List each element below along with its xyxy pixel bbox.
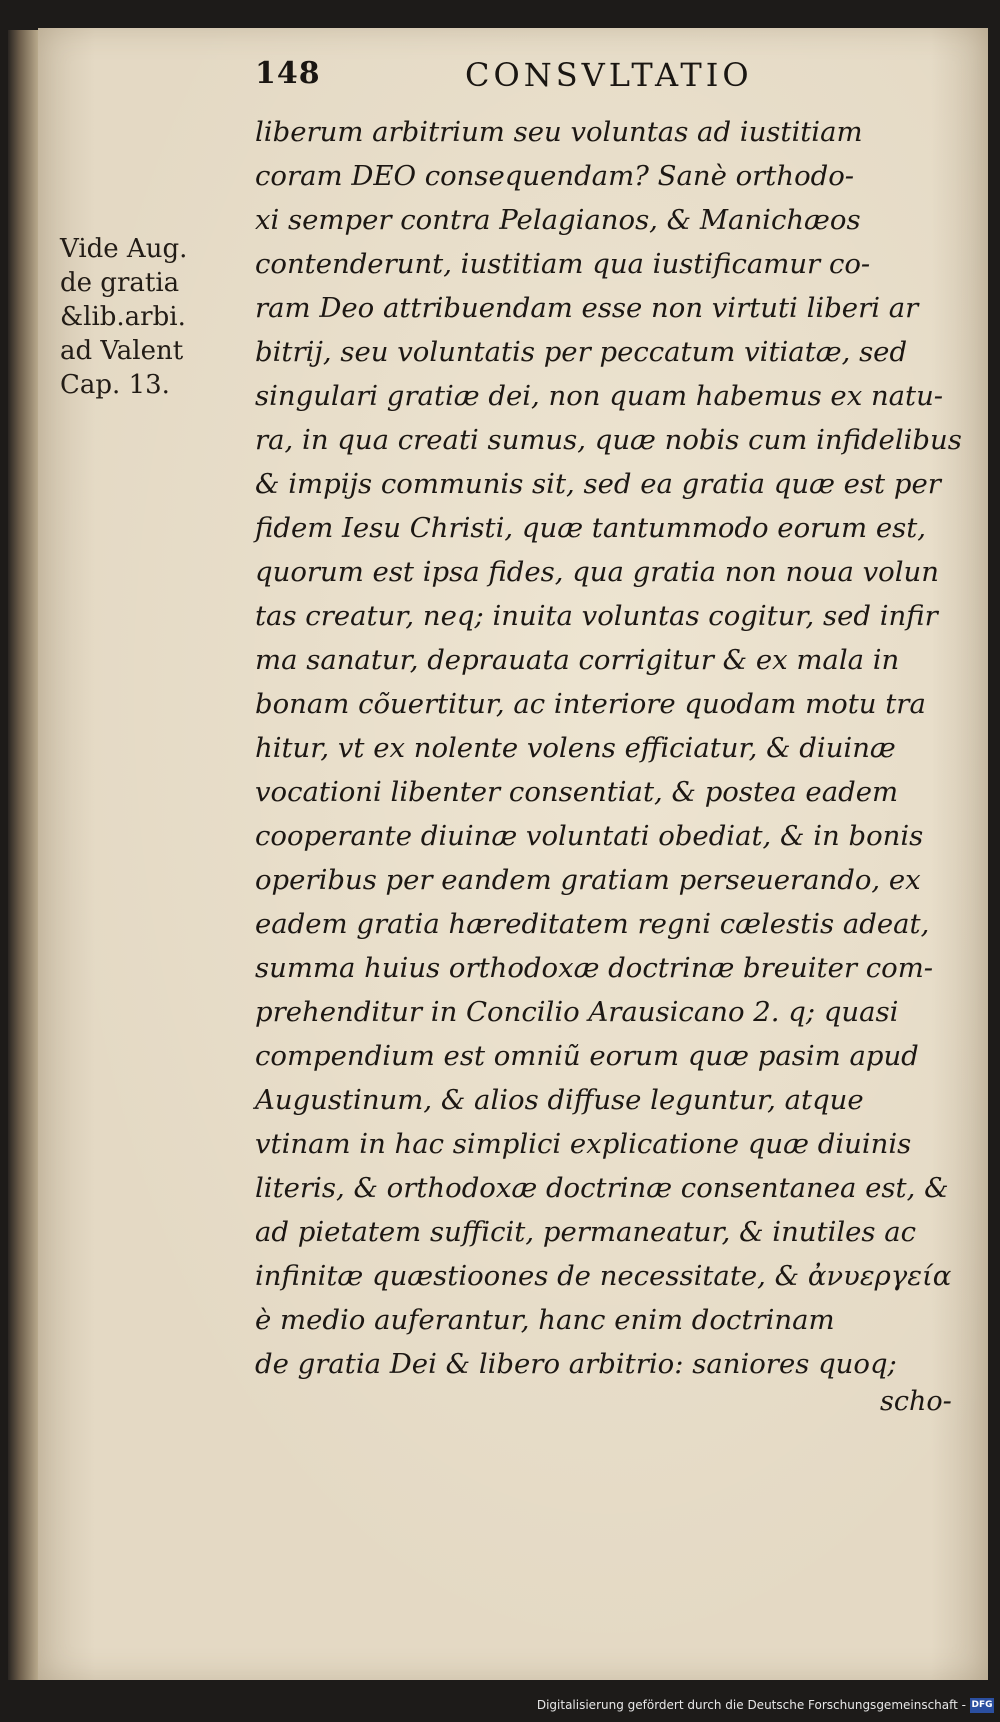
text-line: è medio auferantur, hanc enim doctrinam xyxy=(255,1304,835,1336)
book-edge xyxy=(8,30,38,1680)
footer-bar xyxy=(0,1682,1000,1722)
text-line: bonam cõuertitur, ac interiore quodam motu tra xyxy=(255,688,926,720)
text-line: eadem gratia hæreditatem regni cælestis adeat, xyxy=(255,908,930,940)
text-line: prehenditur in Concilio Arausicano 2. q; quasi xyxy=(255,996,899,1028)
catchword: scho- xyxy=(880,1386,952,1417)
text-line: ra, in qua creati sumus, quæ nobis cum infidelibus xyxy=(255,424,962,456)
text-line: ma sanatur, deprauata corrigitur & ex mala in xyxy=(255,644,900,676)
digitization-credit: Digitalisierung gefördert durch die Deutsche Forschungsgemeinschaft - xyxy=(536,1698,966,1712)
text-line: de gratia Dei & libero arbitrio: saniores quoq; xyxy=(255,1348,897,1380)
text-line: ram Deo attribuendam esse non virtuti liberi ar xyxy=(255,292,919,324)
margin-note-line: de gratia xyxy=(60,268,180,298)
dfg-logo: DFG xyxy=(970,1698,994,1713)
text-line: liberum arbitrium seu voluntas ad iustitiam xyxy=(255,116,863,148)
margin-note-line: Vide Aug. xyxy=(60,234,188,264)
text-line: operibus per eandem gratiam perseuerando, ex xyxy=(255,864,921,896)
page-number: 148 xyxy=(255,56,321,91)
margin-note-line: ad Valent xyxy=(60,336,184,366)
text-line: bitrij, seu voluntatis per peccatum vitiatæ, sed xyxy=(255,336,908,368)
text-line: cooperante diuinæ voluntati obediat, & in bonis xyxy=(255,820,924,852)
text-line: contenderunt, iustitiam qua iustificamur co- xyxy=(255,248,871,280)
text-line: infinitæ quæstioones de necessitate, & ἀνυεργεία xyxy=(255,1260,952,1292)
text-line: ad pietatem sufficit, permaneatur, & inutiles ac xyxy=(255,1216,917,1248)
text-line: coram DEO consequendam? Sanè orthodo- xyxy=(255,160,855,192)
text-line: compendium est omniũ eorum quæ pasim apud xyxy=(255,1040,919,1072)
text-line: summa huius orthodoxæ doctrinæ breuiter com- xyxy=(255,952,934,984)
text-line: vtinam in hac simplici explicatione quæ diuinis xyxy=(255,1128,912,1160)
text-line: quorum est ipsa fides, qua gratia non noua volun xyxy=(255,556,939,588)
text-line: & impijs communis sit, sed ea gratia quæ est per xyxy=(255,468,941,500)
body-text xyxy=(255,110,971,1386)
text-line: fidem Iesu Christi, quæ tantummodo eorum est, xyxy=(255,512,926,544)
text-line: tas creatur, neq; inuita voluntas cogitur, sed infir xyxy=(255,600,938,632)
text-line: Augustinum, & alios diffuse leguntur, atque xyxy=(255,1084,864,1116)
text-line: singulari gratiæ dei, non quam habemus ex natu- xyxy=(255,380,944,412)
margin-note xyxy=(60,232,250,402)
margin-note-line: &lib.arbi. xyxy=(60,302,186,332)
text-line: vocationi libenter consentiat, & postea eadem xyxy=(255,776,899,808)
text-line: hitur, vt ex nolente volens efficiatur, & diuinæ xyxy=(255,732,896,764)
text-line: xi semper contra Pelagianos, & Manichæos xyxy=(255,204,861,236)
text-line: literis, & orthodoxæ doctrinæ consentanea est, & xyxy=(255,1172,949,1204)
page-header xyxy=(255,56,975,102)
running-head: CONSVLTATIO xyxy=(465,56,753,94)
margin-note-line: Cap. 13. xyxy=(60,370,170,400)
